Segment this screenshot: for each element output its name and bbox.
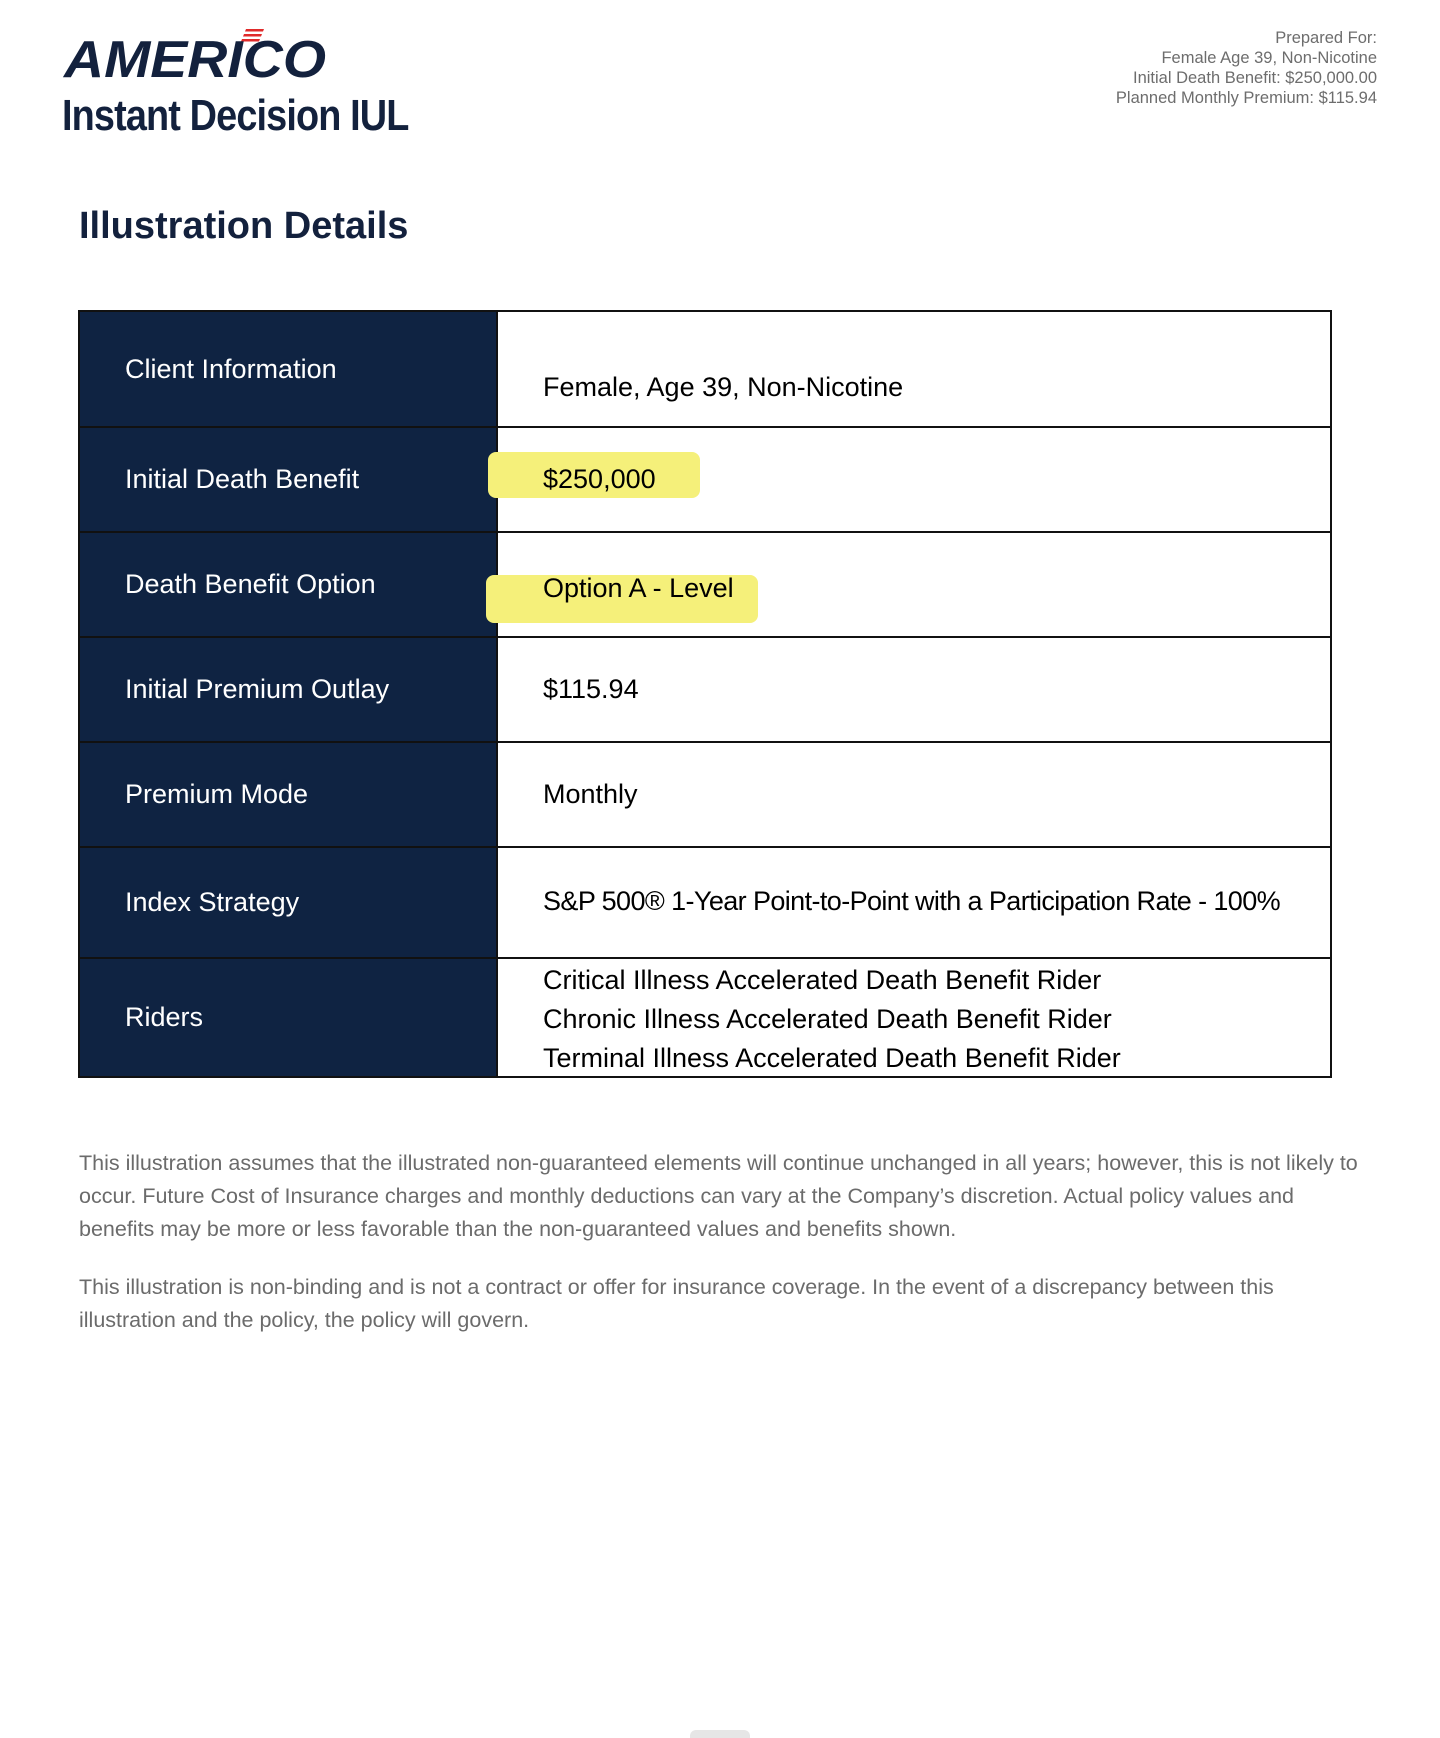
row-value [498, 638, 1330, 741]
row-value [498, 428, 1330, 531]
row-value [498, 533, 1330, 636]
rider-item: Terminal Illness Accelerated Death Benefit Rider [543, 1043, 1121, 1073]
prepared-for-death-benefit: Initial Death Benefit: $250,000.00 [1132, 69, 1377, 87]
table-row-death-benefit-option [80, 531, 1330, 636]
product-name: Instant Decision IUL [62, 91, 409, 140]
row-label: Premium Mode [80, 743, 498, 846]
premium-outlay-value: $115.94 [543, 674, 639, 704]
client-information-value: Female, Age 39, Non-Nicotine [543, 372, 904, 402]
americo-logo [62, 22, 332, 84]
table-row-initial-death-benefit [80, 426, 1330, 531]
row-label: Client Information [80, 312, 498, 426]
table-row-index-strategy [80, 846, 1330, 957]
disclaimer-paragraph: This illustration assumes that the illustrated non-guaranteed elements will continue unchanged in all years; however, this is not likely to occur. Future Cost of Insurance charges and monthly deductions can vary at the Company’s discretion. Actual policy values and benefits may be more or less favorable than the non-guaranteed values and benefits shown. [79, 1151, 1358, 1241]
prepared-for-label: Prepared For: [1275, 29, 1377, 47]
table-row-premium-mode [80, 741, 1330, 846]
row-label: Death Benefit Option [80, 533, 498, 636]
prepared-for-client: Female Age 39, Non-Nicotine [1161, 49, 1377, 67]
row-label: Riders [80, 959, 498, 1076]
row-label: Initial Premium Outlay [80, 638, 498, 741]
row-value [498, 743, 1330, 846]
benefit-option-value: Option A - Level [543, 573, 734, 603]
row-value [498, 959, 1330, 1076]
table-row-client-information [80, 312, 1330, 426]
row-label: Initial Death Benefit [80, 428, 498, 531]
row-value [498, 312, 1330, 426]
page-edge-mark [690, 1730, 750, 1738]
section-title: Illustration Details [79, 205, 409, 247]
rider-item: Chronic Illness Accelerated Death Benefit Rider [543, 1004, 1112, 1034]
row-label: Index Strategy [80, 848, 498, 957]
prepared-for-premium: Planned Monthly Premium: $115.94 [1115, 89, 1377, 107]
illustration-details-table [78, 310, 1332, 1078]
disclaimer-paragraph: This illustration is non-binding and is not a contract or offer for insurance coverage. In the event of a discrepancy between this illustration and the policy, the policy will govern. [79, 1275, 1274, 1332]
index-strategy-value: S&P 500® 1-Year Point-to-Point with a Participation Rate - 100% [543, 886, 1281, 916]
death-benefit-value: $250,000 [543, 464, 656, 494]
prepared-for-block [1116, 28, 1377, 108]
rider-item: Critical Illness Accelerated Death Benefit Rider [543, 965, 1102, 995]
row-value [498, 848, 1330, 957]
logo-wordmark: AMERICO [62, 31, 327, 84]
table-row-riders [80, 957, 1330, 1076]
table-row-initial-premium-outlay [80, 636, 1330, 741]
premium-mode-value: Monthly [543, 779, 638, 809]
